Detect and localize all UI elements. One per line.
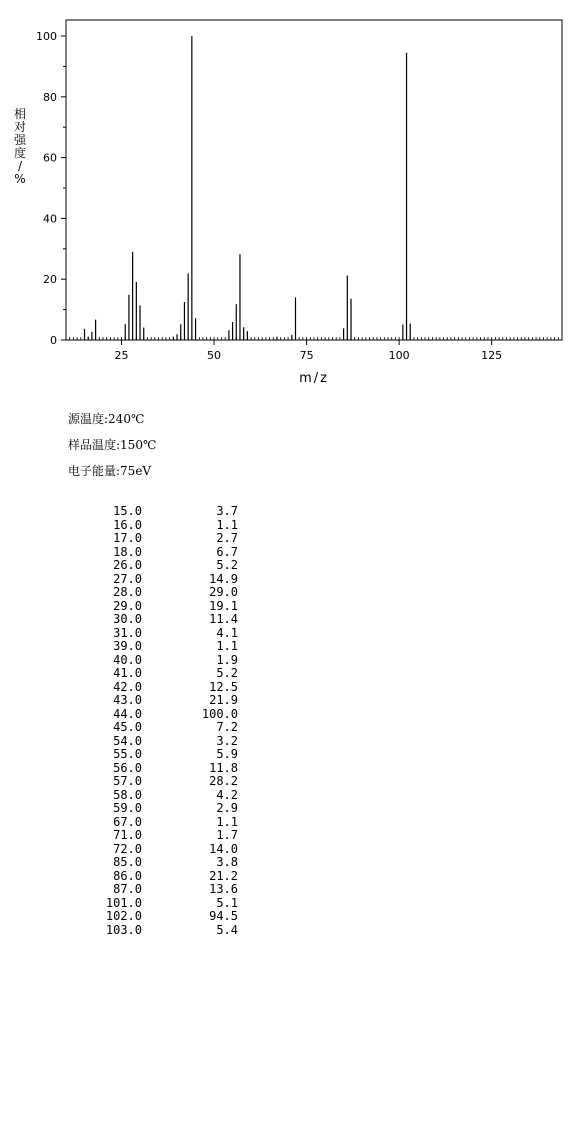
intensity-value: 21.2 — [209, 868, 238, 883]
intensity-value: 1.7 — [216, 828, 238, 842]
y-axis-label-char: 对 — [13, 120, 26, 134]
table-row — [60, 789, 260, 803]
y-axis-label — [12, 108, 28, 186]
sample-temperature: 样品温度:150℃ — [68, 438, 157, 452]
mz-value: 44.0 — [113, 706, 142, 721]
table-row — [60, 708, 260, 722]
mz-value: 57.0 — [113, 774, 142, 788]
y-tick-label: 20 — [43, 273, 57, 287]
intensity-value: 5.2 — [216, 558, 238, 572]
plot-frame — [66, 20, 562, 340]
intensity-value: 94.5 — [209, 909, 238, 923]
mz-value: 28.0 — [113, 585, 142, 599]
mz-value: 72.0 — [113, 841, 142, 856]
mz-value: 87.0 — [113, 882, 142, 896]
mz-value: 43.0 — [113, 693, 142, 707]
table-row — [60, 897, 260, 911]
intensity-value: 5.9 — [216, 747, 238, 761]
table-row — [60, 654, 260, 668]
table-row — [60, 802, 260, 816]
intensity-value: 3.7 — [216, 504, 238, 518]
x-tick-label: 50 — [207, 349, 222, 362]
x-tick-label: 25 — [114, 349, 129, 362]
x-axis-label: m/z — [299, 371, 329, 386]
y-tick-label: 80 — [43, 90, 57, 104]
intensity-value: 14.0 — [209, 841, 238, 856]
table-row — [60, 816, 260, 830]
mz-value: 41.0 — [113, 666, 142, 680]
mz-value: 27.0 — [113, 571, 142, 586]
mz-value: 42.0 — [113, 679, 142, 694]
intensity-value: 100.0 — [201, 706, 238, 721]
electron-energy: 电子能量:75eV — [68, 464, 152, 478]
table-row — [60, 586, 260, 600]
y-axis-label-char: 相 — [13, 107, 26, 121]
table-row — [60, 546, 260, 560]
mz-value: 39.0 — [113, 639, 142, 653]
spectrum-svg — [0, 0, 570, 395]
peak-table — [60, 505, 260, 937]
y-axis-label-char: 强 — [13, 133, 26, 147]
x-tick-label: 100 — [388, 349, 410, 362]
table-row — [60, 735, 260, 749]
x-tick-label: 125 — [481, 349, 503, 362]
intensity-value: 3.8 — [216, 855, 238, 869]
mz-value: 30.0 — [113, 612, 142, 626]
table-row — [60, 910, 260, 924]
y-axis-label-char: 度 — [13, 146, 26, 160]
mz-value: 40.0 — [113, 652, 142, 667]
intensity-value: 1.1 — [216, 814, 238, 829]
mz-value: 85.0 — [113, 855, 142, 869]
mz-value: 59.0 — [113, 801, 142, 815]
table-row — [60, 883, 260, 897]
mz-value: 45.0 — [113, 720, 142, 734]
intensity-value: 4.2 — [216, 787, 238, 802]
source-temperature: 源温度:240℃ — [68, 412, 145, 426]
mz-value: 67.0 — [113, 814, 142, 829]
table-row — [60, 573, 260, 587]
table-row — [60, 856, 260, 870]
x-tick-label: 75 — [299, 349, 314, 362]
table-row — [60, 627, 260, 641]
intensity-value: 2.7 — [216, 531, 238, 545]
table-row — [60, 681, 260, 695]
mz-value: 55.0 — [113, 747, 142, 761]
table-row — [60, 721, 260, 735]
y-tick-label: 60 — [43, 151, 57, 165]
table-row — [60, 762, 260, 776]
mz-value: 101.0 — [105, 895, 142, 910]
mz-value: 31.0 — [113, 625, 142, 640]
y-axis-label-char: % — [14, 172, 26, 186]
table-row — [60, 613, 260, 627]
y-tick-label: 40 — [43, 212, 57, 226]
table-row — [60, 667, 260, 681]
intensity-value: 3.2 — [216, 733, 238, 748]
table-row — [60, 505, 260, 519]
intensity-value: 11.8 — [209, 760, 238, 775]
mz-value: 26.0 — [113, 558, 142, 572]
mz-value: 71.0 — [113, 828, 142, 842]
mz-value: 103.0 — [105, 922, 142, 937]
mz-value: 86.0 — [113, 868, 142, 883]
intensity-value: 11.4 — [209, 612, 238, 626]
table-row — [60, 559, 260, 573]
intensity-value: 6.7 — [216, 544, 238, 559]
table-row — [60, 924, 260, 938]
y-tick-label: 0 — [50, 334, 57, 347]
table-row — [60, 843, 260, 857]
intensity-value: 19.1 — [209, 598, 238, 613]
table-row — [60, 640, 260, 654]
mass-spectrum-chart — [0, 0, 570, 395]
intensity-value: 14.9 — [209, 571, 238, 586]
intensity-value: 5.4 — [216, 922, 238, 937]
intensity-value: 1.9 — [216, 652, 238, 667]
table-row — [60, 519, 260, 533]
intensity-value: 29.0 — [209, 585, 238, 599]
y-axis-label-char: / — [17, 159, 23, 173]
y-tick-label: 100 — [36, 30, 57, 43]
mz-value: 16.0 — [113, 517, 142, 532]
table-row — [60, 870, 260, 884]
mz-value: 56.0 — [113, 760, 142, 775]
intensity-value: 1.1 — [216, 517, 238, 532]
mz-value: 17.0 — [113, 531, 142, 545]
table-row — [60, 829, 260, 843]
mz-value: 18.0 — [113, 544, 142, 559]
mz-value: 15.0 — [113, 504, 142, 518]
mz-value: 54.0 — [113, 733, 142, 748]
table-row — [60, 532, 260, 546]
intensity-value: 21.9 — [209, 693, 238, 707]
intensity-value: 1.1 — [216, 639, 238, 653]
intensity-value: 5.2 — [216, 666, 238, 680]
intensity-value: 12.5 — [209, 679, 238, 694]
table-row — [60, 694, 260, 708]
intensity-value: 2.9 — [216, 801, 238, 815]
table-row — [60, 600, 260, 614]
intensity-value: 13.6 — [209, 882, 238, 896]
table-row — [60, 775, 260, 789]
intensity-value: 4.1 — [216, 625, 238, 640]
intensity-value: 7.2 — [216, 720, 238, 734]
intensity-value: 28.2 — [209, 774, 238, 788]
mz-value: 102.0 — [105, 909, 142, 923]
intensity-value: 5.1 — [216, 895, 238, 910]
mz-value: 29.0 — [113, 598, 142, 613]
mz-value: 58.0 — [113, 787, 142, 802]
table-row — [60, 748, 260, 762]
